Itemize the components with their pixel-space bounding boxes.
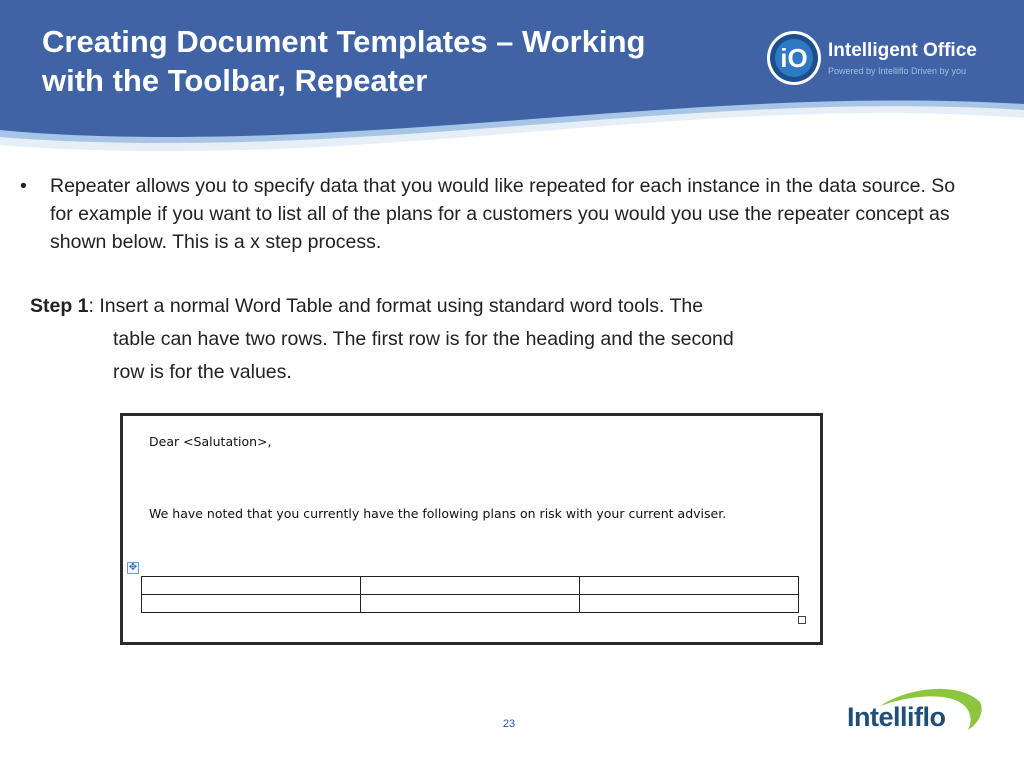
bullet-marker: • — [20, 175, 27, 197]
step-line-3: row is for the values. — [113, 361, 292, 383]
bullet-text: Repeater allows you to specify data that you would like repeated for each instance in the data source. So for example if you want to list all of the plans for a customers you would you use the repeater concept as shown below. This is a x step process. — [50, 175, 956, 253]
intelliflo-logo — [840, 684, 990, 744]
table-cell[interactable] — [361, 595, 580, 613]
table-cell[interactable] — [142, 595, 361, 613]
io-badge-text: iO — [780, 43, 808, 73]
step-1-paragraph — [30, 290, 870, 389]
title-line-1: Creating Document Templates – Working — [42, 24, 646, 59]
table-row — [142, 595, 799, 613]
table-move-handle-icon[interactable]: ✥ — [128, 562, 138, 573]
io-badge-icon — [766, 30, 822, 86]
intelligent-office-logo — [766, 30, 1006, 90]
word-document-screenshot — [120, 413, 823, 645]
salutation-line: Dear <Salutation>, — [149, 434, 272, 449]
table-cell[interactable] — [580, 577, 799, 595]
page-number: 23 — [502, 718, 516, 730]
table-cell[interactable] — [580, 595, 799, 613]
title-line-2: with the Toolbar, Repeater — [42, 63, 428, 98]
table-row — [142, 577, 799, 595]
io-tagline: Powered by Intelliflo Driven by you — [828, 66, 967, 76]
slide-title — [42, 22, 742, 100]
io-product-name: Intelligent Office — [828, 40, 977, 61]
table-cell[interactable] — [361, 577, 580, 595]
slide-header — [0, 0, 1024, 165]
step-line-2: table can have two rows. The first row is for the heading and the second — [113, 328, 734, 350]
table-cell[interactable] — [142, 577, 361, 595]
step-line-1-text: : Insert a normal Word Table and format using standard word tools. The — [88, 295, 704, 317]
intelliflo-wordmark: Intelliflo — [847, 702, 946, 732]
plans-intro-line: We have noted that you currently have the following plans on risk with your current adviser. — [149, 506, 727, 521]
word-table[interactable] — [141, 576, 799, 613]
step-line-1 — [30, 295, 703, 317]
step-label: Step 1 — [30, 295, 89, 317]
bullet-paragraph — [20, 172, 960, 256]
table-resize-handle[interactable] — [798, 616, 806, 624]
